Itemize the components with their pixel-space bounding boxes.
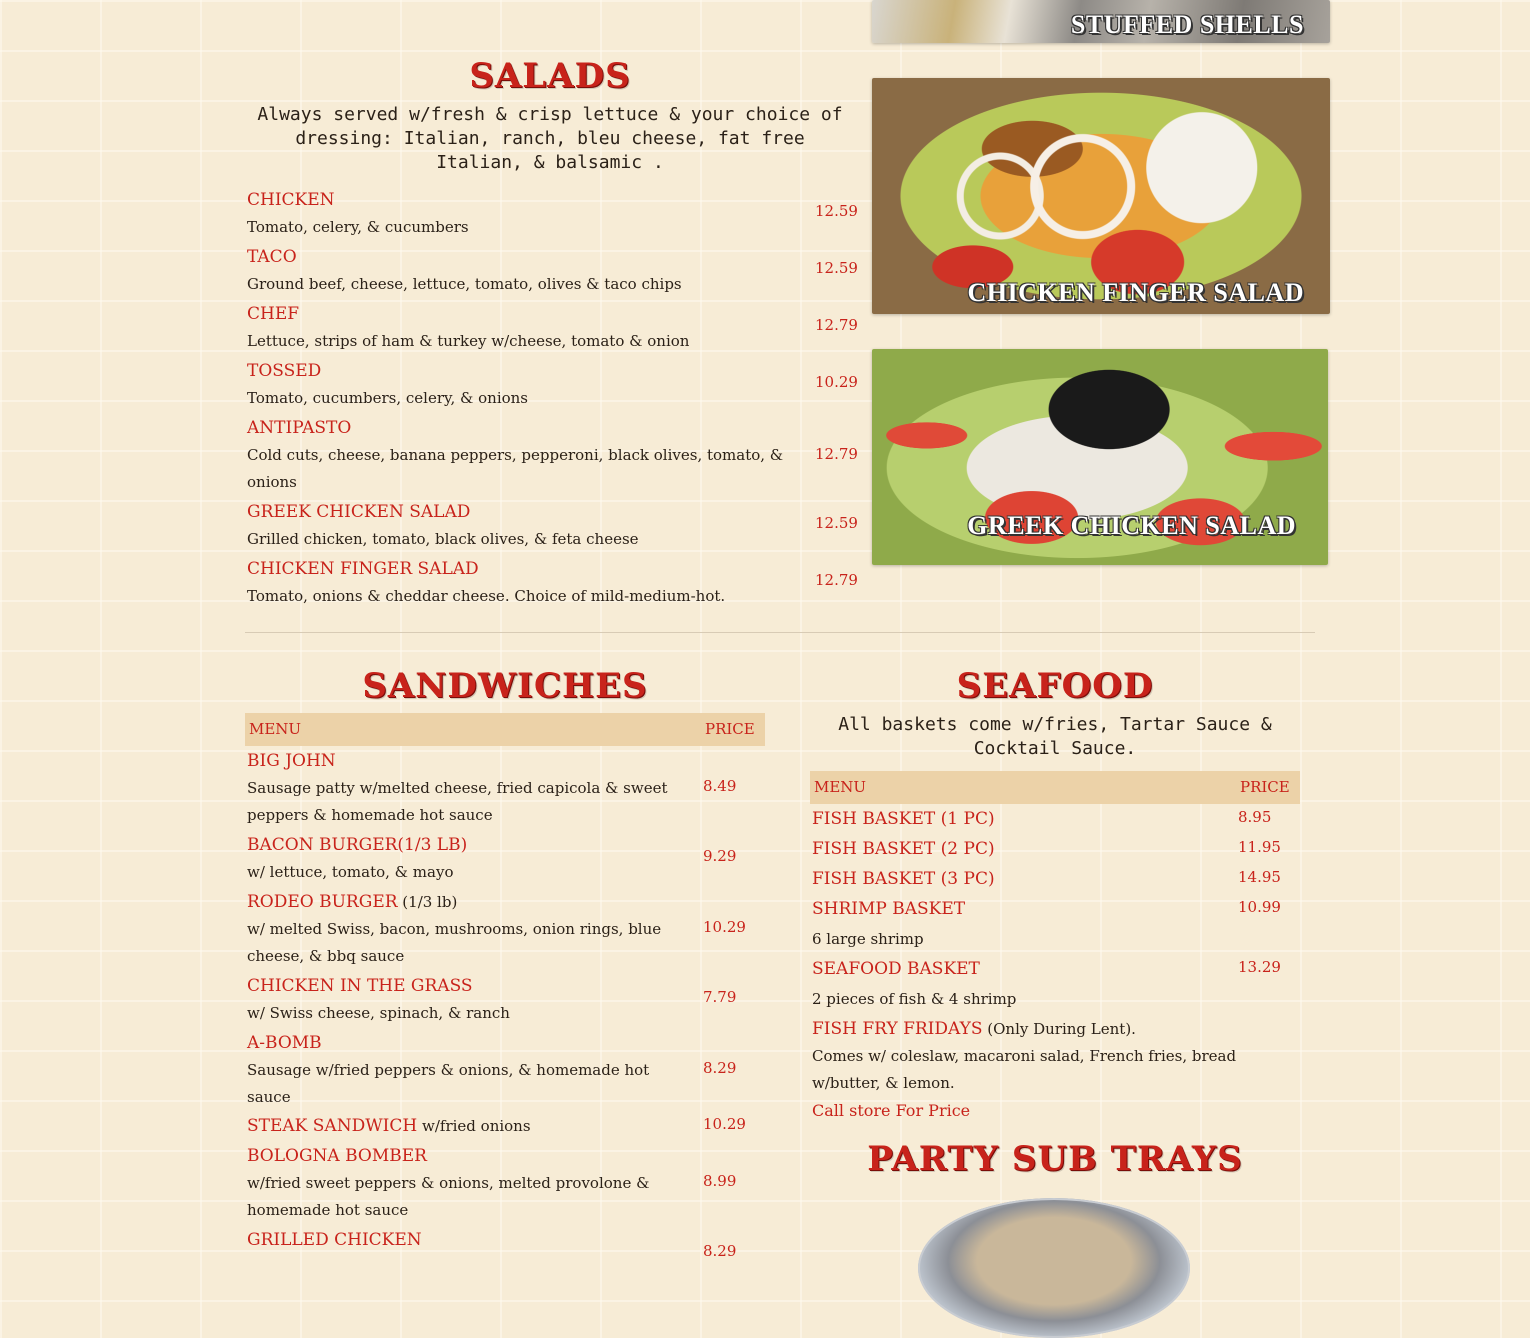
item-name: A-BOMB xyxy=(247,1033,322,1053)
salad-item-chicken xyxy=(247,187,857,241)
item-price: 11.95 xyxy=(1238,838,1281,856)
salad-item-tossed xyxy=(247,358,857,412)
sandwich-item-rodeo-burger xyxy=(247,889,757,970)
menu-column-header: MENU xyxy=(814,778,867,796)
greek-chicken-salad-photo xyxy=(872,349,1328,565)
item-desc: Tomato, onions & cheddar cheese. Choice of mild-medium-hot. xyxy=(247,587,726,605)
call-store-note: Call store For Price xyxy=(812,1101,971,1120)
sandwiches-title: SANDWICHES xyxy=(362,666,648,706)
sandwich-item-steak-sandwich xyxy=(247,1113,757,1140)
item-price: 8.29 xyxy=(703,1242,737,1256)
item-name: BOLOGNA BOMBER xyxy=(247,1146,427,1166)
item-price: 13.29 xyxy=(1238,958,1281,976)
salads-title: SALADS xyxy=(469,56,631,96)
item-name: TACO xyxy=(247,247,297,267)
item-name: BACON BURGER(1/3 LB) xyxy=(247,835,468,855)
item-desc: 6 large shrimp xyxy=(812,930,924,948)
item-price: 12.59 xyxy=(815,514,858,532)
party-sub-tray-photo xyxy=(918,1198,1190,1338)
salad-item-chef xyxy=(247,301,857,355)
item-name: GREEK CHICKEN SALAD xyxy=(247,502,471,522)
item-price: 12.79 xyxy=(815,571,858,589)
item-name-row xyxy=(247,889,757,916)
item-name: BIG JOHN xyxy=(247,751,336,771)
item-price: 9.29 xyxy=(703,847,737,865)
item-price: 8.49 xyxy=(703,777,737,795)
item-price: 7.79 xyxy=(703,988,737,1006)
seafood-intro: All baskets come w/fries, Tartar Sauce & Cocktail Sauce. xyxy=(838,714,1272,759)
item-name: SEAFOOD BASKET xyxy=(812,959,980,979)
party-sub-trays-title: PARTY SUB TRAYS xyxy=(867,1139,1243,1179)
item-desc: Lettuce, strips of ham & turkey w/cheese, tomato & onion xyxy=(247,332,690,350)
item-desc: Sausage patty w/melted cheese, fried capicola & sweet peppers & homemade hot sauce xyxy=(247,779,668,824)
item-desc: w/ lettuce, tomato, & mayo xyxy=(247,863,454,881)
sandwich-item-chicken-in-the-grass xyxy=(247,973,757,1027)
seafood-item-seafood-basket xyxy=(812,956,1300,1013)
sandwich-item-bologna-bomber xyxy=(247,1143,757,1224)
seafood-item-shrimp-basket xyxy=(812,896,1300,953)
item-name-row xyxy=(812,1016,1282,1043)
item-desc: Cold cuts, cheese, banana peppers, pepperoni, black olives, tomato, & onions xyxy=(247,446,784,491)
item-name: FISH BASKET (1 PC) xyxy=(812,809,995,829)
item-name: STEAK SANDWICH xyxy=(247,1116,418,1136)
item-name: FISH BASKET (2 PC) xyxy=(812,839,995,859)
item-name: FISH FRY FRIDAYS xyxy=(812,1019,983,1039)
stuffed-shells-photo xyxy=(872,0,1330,43)
salad-item-taco xyxy=(247,244,857,298)
stuffed-shells-caption: STUFFED SHELLS xyxy=(1070,10,1304,39)
item-desc: w/fried sweet peppers & onions, melted provolone & homemade hot sauce xyxy=(247,1174,650,1219)
item-desc: w/ melted Swiss, bacon, mushrooms, onion rings, blue cheese, & bbq sauce xyxy=(247,920,662,965)
item-price: 12.79 xyxy=(815,316,858,334)
item-desc: Tomato, celery, & cucumbers xyxy=(247,218,469,236)
item-name-suffix: w/fried onions xyxy=(417,1117,531,1135)
item-price: 8.29 xyxy=(703,1059,737,1077)
seafood-table-header xyxy=(810,771,1300,804)
seafood-item-fish-basket-3 xyxy=(812,866,1300,893)
item-name: CHICKEN xyxy=(247,190,335,210)
item-desc: Comes w/ coleslaw, macaroni salad, French fries, bread w/butter, & lemon. xyxy=(812,1047,1237,1092)
item-price: 8.99 xyxy=(703,1172,737,1190)
item-price: 12.59 xyxy=(815,202,858,220)
sandwich-item-big-john xyxy=(247,748,757,829)
menu-column-header: MENU xyxy=(249,720,302,738)
item-name-suffix: (Only During Lent). xyxy=(982,1020,1136,1038)
item-desc: Tomato, cucumbers, celery, & onions xyxy=(247,389,529,407)
section-divider xyxy=(245,632,1315,633)
item-price: 10.29 xyxy=(815,373,858,391)
seafood-item-fish-fry-fridays xyxy=(812,1016,1282,1124)
item-name: FISH BASKET (3 PC) xyxy=(812,869,995,889)
item-name: CHEF xyxy=(247,304,300,324)
item-name: CHICKEN FINGER SALAD xyxy=(247,559,479,579)
greek-chicken-salad-caption: GREEK CHICKEN SALAD xyxy=(967,511,1296,540)
item-name: GRILLED CHICKEN xyxy=(247,1230,422,1250)
item-name-row xyxy=(247,1113,757,1140)
chicken-finger-salad-photo xyxy=(872,78,1330,314)
item-price: 10.99 xyxy=(1238,898,1281,916)
sandwich-item-bacon-burger xyxy=(247,832,757,886)
sandwich-item-grilled-chicken xyxy=(247,1227,757,1256)
item-desc: w/ Swiss cheese, spinach, & ranch xyxy=(247,1004,510,1022)
item-name: CHICKEN IN THE GRASS xyxy=(247,976,473,996)
item-name: SHRIMP BASKET xyxy=(812,899,966,919)
salad-item-antipasto xyxy=(247,415,857,496)
item-price: 12.79 xyxy=(815,445,858,463)
item-desc: Ground beef, cheese, lettuce, tomato, olives & taco chips xyxy=(247,275,682,293)
chicken-finger-salad-caption: CHICKEN FINGER SALAD xyxy=(967,278,1304,307)
item-price: 14.95 xyxy=(1238,868,1281,886)
item-price: 12.59 xyxy=(815,259,858,277)
item-name: TOSSED xyxy=(247,361,322,381)
item-name-suffix: (1/3 lb) xyxy=(397,893,458,911)
sandwich-item-a-bomb xyxy=(247,1030,757,1111)
seafood-item-fish-basket-2 xyxy=(812,836,1300,863)
item-price: 10.29 xyxy=(703,1115,746,1133)
salad-item-chicken-finger xyxy=(247,556,857,610)
seafood-item-fish-basket-1 xyxy=(812,806,1300,833)
price-column-header: PRICE xyxy=(705,720,755,738)
item-price: 8.95 xyxy=(1238,808,1272,826)
item-name: RODEO BURGER xyxy=(247,892,398,912)
item-name: ANTIPASTO xyxy=(247,418,352,438)
item-desc: 2 pieces of fish & 4 shrimp xyxy=(812,990,1017,1008)
seafood-title: SEAFOOD xyxy=(956,666,1154,706)
item-price: 10.29 xyxy=(703,918,746,936)
item-desc: Sausage w/fried peppers & onions, & homemade hot sauce xyxy=(247,1061,650,1106)
sandwiches-table-header xyxy=(245,713,765,746)
item-desc: Grilled chicken, tomato, black olives, & feta cheese xyxy=(247,530,639,548)
price-column-header: PRICE xyxy=(1240,778,1290,796)
salad-item-greek-chicken xyxy=(247,499,857,553)
salads-intro: Always served w/fresh & crisp lettuce & your choice of dressing: Italian, ranch, bleu cheese, fat free Italian, & balsamic . xyxy=(257,104,843,173)
